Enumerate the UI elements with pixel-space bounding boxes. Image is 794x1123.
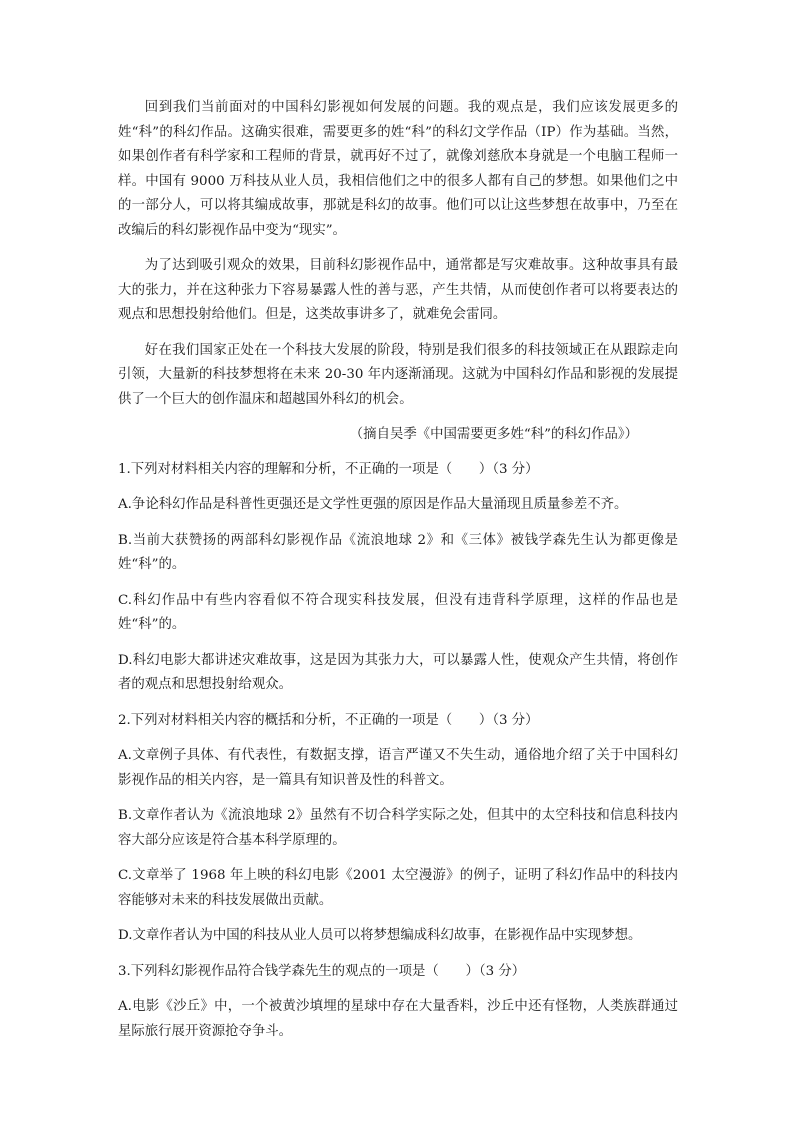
question-option: D.科幻电影大都讲述灾难故事，这是因为其张力大，可以暴露人性，使观众产生共情，将创作者的观点和思想投射给观众。	[118, 652, 678, 692]
question-option: C.文章举了 1968 年上映的科幻电影《2001 太空漫游》的例子，证明了科幻作品中的科技内容能够对未来的科技发展做出贡献。	[118, 868, 678, 908]
passage-paragraph: 好在我们国家正处在一个科技大发展的阶段，特别是我们很多的科技领域正在从跟踪走向引领，大量新的科技梦想将在未来 20-30 年内逐渐涌现。这就为中国科幻作品和影视的发展提供了一个巨大的创作温床和超越国外科幻的机会。	[118, 342, 678, 407]
question-option: A.争论科幻作品是科普性更强还是文学性更强的原因是作品大量涌现且质量参差不齐。	[118, 497, 628, 512]
passage-source: （摘自吴季《中国需要更多姓“科”的科幻作品》）	[349, 427, 638, 442]
question-stem: 1.下列对材料相关内容的理解和分析，不正确的一项是（ ）（3 分）	[118, 461, 539, 477]
question-option: D.文章作者认为中国的科技从业人员可以将梦想编成科幻故事，在影视作品中实现梦想。	[118, 928, 642, 943]
question-stem: 3.下列科幻影视作品符合钱学森先生的观点的一项是（ ）（3 分）	[118, 963, 526, 979]
question-stem: 2.下列对材料相关内容的概括和分析，不正确的一项是（ ）（3 分）	[118, 712, 539, 728]
passage-paragraph: 回到我们当前面对的中国科幻影视如何发展的问题。我的观点是，我们应该发展更多的姓“科”的科幻作品。这确实很难，需要更多的姓“科”的科幻文学作品（IP）作为基础。当然，如果创作者有科学家和工程师的背景，就再好不过了，就像刘慈欣本身就是一个电脑工程师一样。中国有 9000 万科技从业人员，我相信他们之中的很多人都有自己的梦想。如果他们之中的一部分人，可以将其编成故事，那就是科幻的故事。他们可以让这些梦想在故事中，乃至在改编后的科幻影视作品中变为“现实”。	[118, 100, 678, 238]
passage-paragraph: 为了达到吸引观众的效果，目前科幻影视作品中，通常都是写灾难故事。这种故事具有最大的张力，并在这种张力下容易暴露人性的善与恶，产生共情，从而使创作者可以将要表达的观点和思想投射给他们。但是，这类故事讲多了，就难免会雷同。	[118, 258, 678, 322]
question-option: B.文章作者认为《流浪地球 2》虽然有不切合科学实际之处，但其中的太空科技和信息科技内容大部分应该是符合基本科学原理的。	[118, 808, 678, 848]
question-option: A.电影《沙丘》中，一个被黄沙填埋的星球中存在大量香料，沙丘中还有怪物，人类族群通过星际旅行展开资源抢夺争斗。	[118, 999, 678, 1039]
question-option: A.文章例子具体、有代表性，有数据支撑，语言严谨又不失生动，通俗地介绍了关于中国科幻影视作品的相关内容，是一篇具有知识普及性的科普文。	[118, 748, 678, 788]
question-option: C.科幻作品中有些内容看似不符合现实科技发展，但没有违背科学原理，这样的作品也是姓“科”的。	[118, 592, 678, 632]
question-option: B.当前大获赞扬的两部科幻影视作品《流浪地球 2》和《三体》被钱学森先生认为都更像是姓“科”的。	[118, 532, 678, 572]
document-page	[118, 96, 678, 1055]
